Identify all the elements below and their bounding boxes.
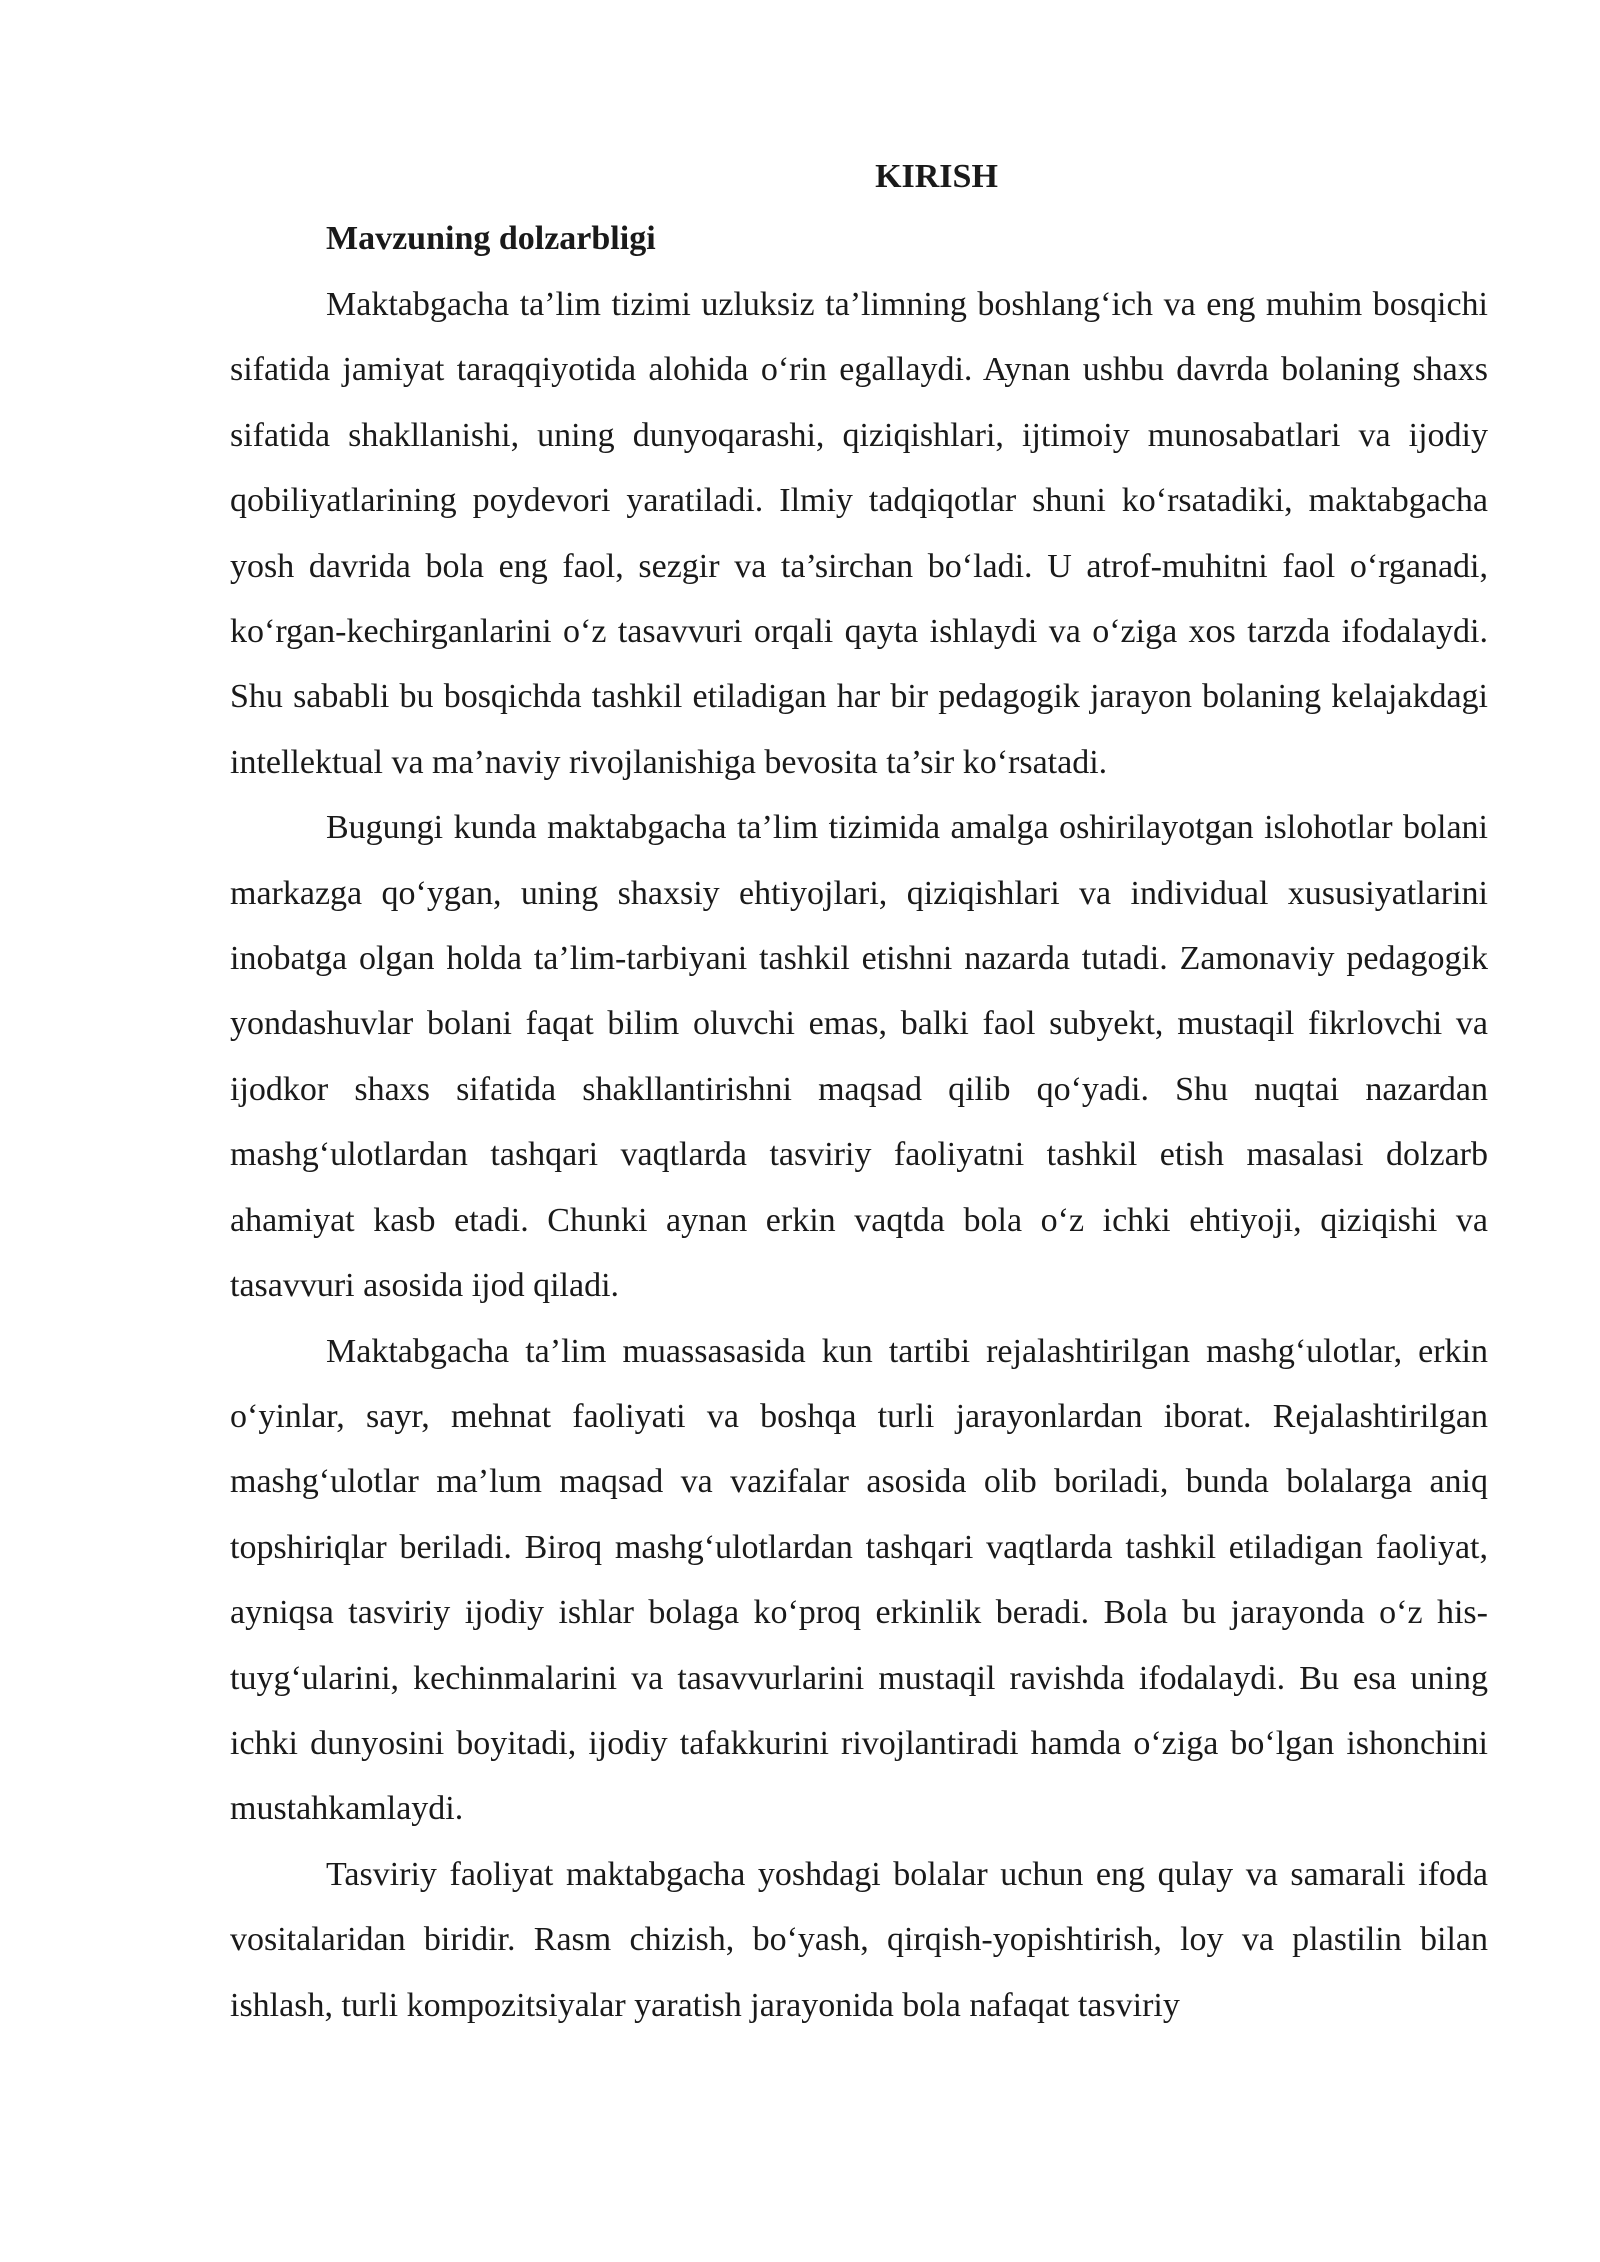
paragraph-4: Tasviriy faoliyat maktabgacha yoshdagi bolalar uchun eng qulay va samarali ifoda vositalaridan biridir. Rasm chizish, bo‘yash, qirqish-yopishtirish, loy va plastilin bilan ishlash, turli kompozitsiyalar yaratish jarayonida bola nafaqat tasviriy — [230, 1855, 1488, 2024]
page-title: KIRISH — [875, 158, 998, 195]
paragraph-2: Bugungi kunda maktabgacha ta’lim tizimida amalga oshirilayotgan islohotlar bolani markazga qo‘ygan, uning shaxsiy ehtiyojlari, qiziqishlari va individual xususiyatlarini inobatga olgan holda ta’lim-tarbiyani tashkil etishni nazarda tutadi. Zamonaviy pedagogik yondashuvlar bolani faqat bilim oluvchi emas, balki faol subyekt, mustaqil fikrlovchi va ijodkor shaxs sifatida shakllantirishni maqsad qilib qo‘yadi. Shu nuqtai nazardan mashg‘ulotlardan tashqari vaqtlarda tasviriy faoliyatni tashkil etish masalasi dolzarb ahamiyat kasb etadi. Chunki aynan erkin vaqtda bola o‘z ichki ehtiyoji, qiziqishi va tasavvuri asosida ijod qiladi. — [230, 809, 1488, 1305]
paragraph-1: Maktabgacha ta’lim tizimi uzluksiz ta’limning boshlang‘ich va eng muhim bosqichi sifatida jamiyat taraqqiyotida alohida o‘rin egallaydi. Aynan ushbu davrda bolaning shaxs sifatida shakllanishi, uning dunyoqarashi, qiziqishlari, ijtimoiy munosabatlari va ijodiy qobiliyatlarining poydevori yaratiladi. Ilmiy tadqiqotlar shuni ko‘rsatadiki, maktabgacha yosh davrida bola eng faol, sezgir va ta’sirchan bo‘ladi. U atrof-muhitni faol o‘rganadi, ko‘rgan-kechirganlarini o‘z tasavvuri orqali qayta ishlaydi va o‘ziga xos tarzda ifodalaydi. Shu sababli bu bosqichda tashkil etiladigan har bir pedagogik jarayon bolaning kelajakdagi intellektual va ma’naviy rivojlanishiga bevosita ta’sir ko‘rsatadi. — [230, 286, 1488, 781]
section-heading: Mavzuning dolzarbligi — [326, 220, 656, 257]
document-body — [230, 148, 1488, 2038]
paragraph-3: Maktabgacha ta’lim muassasasida kun tartibi rejalashtirilgan mashg‘ulotlar, erkin o‘yinlar, sayr, mehnat faoliyati va boshqa turli jarayonlardan iborat. Rejalashtirilgan mashg‘ulotlar ma’lum maqsad va vazifalar asosida olib boriladi, bunda bolalarga aniq topshiriqlar beriladi. Biroq mashg‘ulotlardan tashqari vaqtlarda tashkil etiladigan faoliyat, ayniqsa tasviriy ijodiy ishlar bolaga ko‘proq erkinlik beradi. Bola bu jarayonda o‘z his-tuyg‘ularini, kechinmalarini va tasavvurlarini mustaqil ravishda ifodalaydi. Bu esa uning ichki dunyosini boyitadi, ijodiy tafakkurini rivojlantiradi hamda o‘ziga bo‘lgan ishonchini mustahkamlaydi. — [230, 1332, 1488, 1828]
